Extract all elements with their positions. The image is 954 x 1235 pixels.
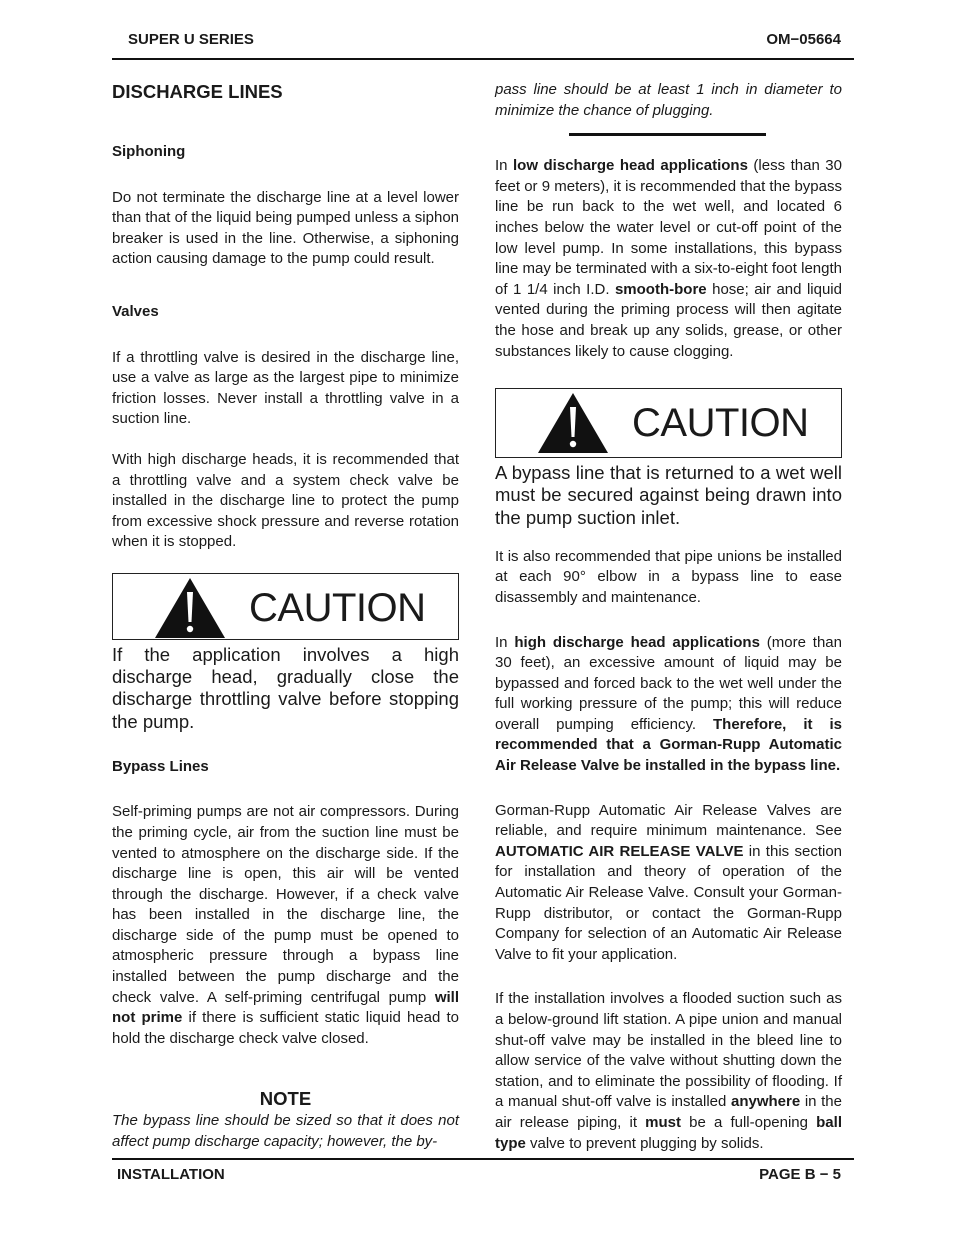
high-head-text-part: In [495, 633, 515, 651]
flooded-emphasis: ball type [495, 1113, 842, 1152]
warning-triangle-icon [536, 391, 610, 455]
low-head-emphasis: smooth-bore [614, 280, 707, 298]
flooded-text-part: be a full-opening [680, 1113, 817, 1131]
note-title: NOTE [259, 1088, 312, 1110]
caution-label: CAUTION [249, 585, 426, 630]
flooded-emphasis: must [645, 1113, 681, 1131]
note-text: The bypass line should be sized so that it does not affect pump discharge capacity; however, the by- [112, 1112, 459, 1151]
high-head-emphasis: high discharge head applications [514, 633, 760, 651]
flooded-text-part: If the installation involves a flooded suction such as a below-ground lift station. A pipe union and manual shut-off valve may be installed in the bleed line to allow service of the valve without shutting down the station, and to eliminate the possibility of flooding. If a manual shut-off valve is installed [495, 990, 842, 1111]
header-doc-number: OM−05664 [766, 30, 841, 48]
air-release-text-part: Gorman-Rupp Automatic Air Release Valves are reliable, and require minimum maintenance. See [495, 801, 842, 840]
left-column [112, 78, 459, 1153]
caution-label: CAUTION [632, 401, 809, 446]
low-head-paragraph [495, 156, 842, 362]
valves-paragraph-2: With high discharge heads, it is recommended that a throttling valve and a system check valve be installed in the discharge line to protect the pump from excessive shock pressure and reverse rotation when it is stopped. [112, 450, 459, 551]
footer-page-number: PAGE B − 5 [759, 1165, 841, 1183]
low-head-text-part: In [495, 157, 514, 175]
high-head-emphasis: Therefore, it is recommended that a Gorman-Rupp Automatic Air Release Valve be installed in the bypass line. [495, 715, 842, 775]
bypass-emphasis: will not prime [112, 988, 459, 1027]
low-head-text-part: hose; air and liquid vented during the priming process will then agitate the hose and break up any solids, grease, or other substances likely to cause clogging. [495, 280, 842, 360]
caution-box-left [112, 573, 459, 640]
low-head-emphasis: low discharge head applications [513, 157, 748, 175]
siphoning-paragraph: Do not terminate the discharge line at a level lower than that of the liquid being pumped unless a siphon breaker is used in the line. Otherwise, a siphoning action causing damage to the pump could result. [112, 188, 459, 268]
header-rule [112, 58, 854, 60]
high-head-paragraph [495, 633, 842, 777]
flooded-emphasis: anywhere [730, 1093, 801, 1111]
flooded-suction-paragraph [495, 989, 842, 1154]
note-continuation: pass line should be at least 1 inch in diameter to minimize the chance of plugging. [495, 81, 842, 119]
footer-rule [112, 1158, 854, 1160]
unions-paragraph: It is also recommended that pipe unions be installed at each 90° elbow in a bypass line to ease disassembly and maintenance. [495, 547, 842, 606]
valves-paragraph-1: If a throttling valve is desired in the discharge line, use a valve as large as the largest pipe to minimize friction losses. Never install a throttling valve in a suction line. [112, 348, 459, 428]
bypass-heading: Bypass Lines [112, 757, 209, 775]
section-title: DISCHARGE LINES [112, 81, 283, 102]
page-header [112, 28, 841, 50]
low-head-text-part: (less than 30 feet or 9 meters), it is recommended that the bypass line be run back to the wet well, and located 6 inches below the water level or cut-off point of the low level pump. In some installations, this bypass line may be terminated with a six-to-eight foot length of 1 1/4 inch I.D. [495, 157, 842, 298]
right-column [495, 78, 842, 1154]
high-head-text-part: (more than 30 feet), an excessive amount of liquid may be bypassed and forced back to the wet well under the full working pressure of the pump; this will reduce overall pumping efficiency. [495, 633, 842, 733]
flooded-text-part: valve to prevent plugging by solids. [525, 1134, 764, 1152]
air-release-paragraph [495, 801, 842, 966]
warning-triangle-icon [153, 576, 227, 640]
caution-box-right [495, 388, 842, 458]
header-series: SUPER U SERIES [128, 30, 254, 48]
air-release-section-reference: AUTOMATIC AIR RELEASE VALVE [495, 842, 744, 860]
siphoning-heading: Siphoning [112, 143, 186, 160]
bypass-paragraph [112, 802, 459, 1049]
footer-section: INSTALLATION [117, 1165, 225, 1183]
air-release-text-part: in this section for installation and theory of operation of the Automatic Air Release Valve. Consult your Gorman-Rupp distributor, or contact the Gorman-Rupp Company for selection of an Automatic Air Release Valve to fit your application. [495, 842, 842, 963]
bypass-text-part: Self-priming pumps are not air compressors. During the priming cycle, air from the suction line must be vented to atmosphere on the discharge side. If the discharge line is open, this air will be vented through the discharge. However, if a check valve has been installed in the discharge line, the discharge side of the pump must be opened to atmospheric pressure through a bypass line installed between the pump discharge and the check valve. A self-priming centrifugal pump [112, 803, 459, 1006]
caution-text-left: If the application involves a high discharge head, gradually close the discharge throttling valve before stopping the pump. [112, 643, 459, 732]
caution-text-right: A bypass line that is returned to a wet well must be secured against being drawn into the pump suction inlet. [495, 462, 842, 528]
page-footer [112, 1163, 841, 1185]
valves-heading: Valves [112, 302, 159, 320]
bypass-text-part: if there is sufficient static liquid head to hold the discharge check valve closed. [112, 1009, 460, 1047]
flooded-text-part: in the air release piping, it [495, 1093, 842, 1131]
